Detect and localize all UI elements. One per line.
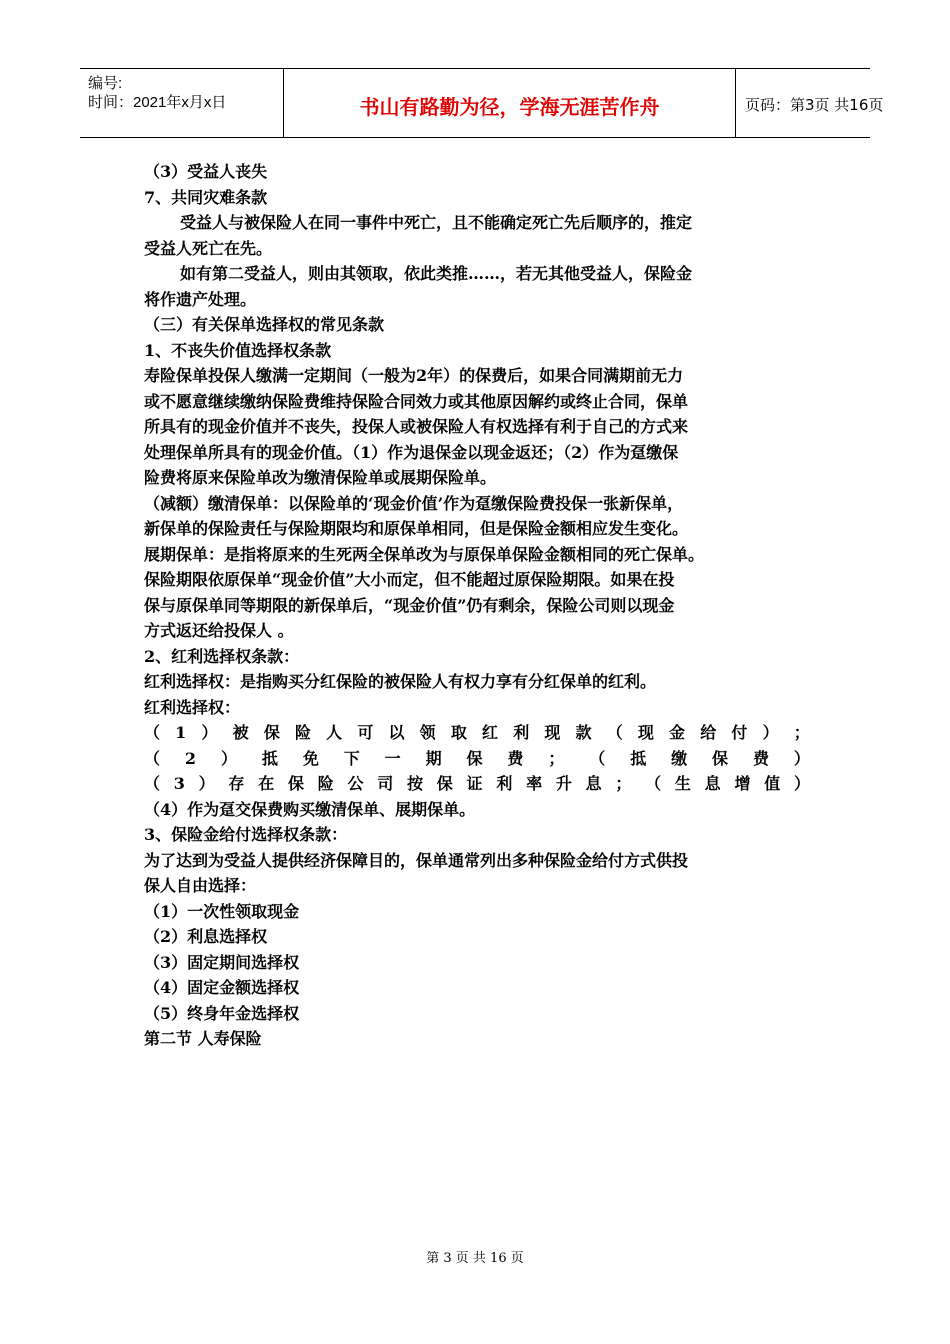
justified-char: 缴 — [671, 748, 688, 768]
justified-char: ； — [793, 723, 810, 742]
justified-char: ） — [793, 774, 810, 793]
motto-text: 书山有路勤为径，学海无涯苦作舟 — [359, 95, 660, 119]
document-body — [144, 159, 810, 1052]
body-line: 红利选择权： — [144, 697, 241, 717]
body-line: 受益人与被保险人在同一事件中死亡，且不能确定死亡先后顺序的，推定 — [180, 213, 693, 232]
justified-char: 险 — [317, 774, 334, 793]
justified-char: 以 — [388, 723, 405, 742]
justified-char: 被 — [232, 723, 249, 742]
justified-char: （ — [144, 723, 161, 742]
justified-char: 取 — [450, 723, 467, 742]
justified-char: 息 — [704, 774, 721, 793]
justified-line — [144, 720, 810, 746]
justified-char: 利 — [513, 723, 530, 742]
justified-char: 险 — [294, 723, 311, 742]
body-line: 保险期限依原保单“现金价值”大小而定，但不能超过原保险期限。如果在投 — [144, 570, 675, 589]
justified-char: （ — [645, 774, 662, 793]
justified-char: ； — [615, 774, 632, 793]
justified-char: 免 — [302, 748, 319, 768]
justified-char: 费 — [752, 748, 769, 768]
justified-char: （ — [144, 748, 161, 768]
serial-label: 编号: — [88, 75, 123, 92]
page-label: 页码：第3页 共16页 — [745, 96, 884, 114]
body-line: 如有第二受益人，则由其领取，依此类推……，若无其他受益人，保险金 — [180, 264, 693, 283]
justified-char: 人 — [326, 723, 343, 742]
justified-char: ； — [548, 748, 565, 768]
page-footer: 第 3 页 共 16 页 — [426, 1251, 524, 1266]
justified-char: 保 — [466, 748, 483, 768]
justified-char: （ — [606, 723, 623, 742]
header-info-cell — [80, 69, 284, 137]
justified-char: ） — [201, 723, 218, 742]
justified-char: 在 — [258, 774, 275, 793]
body-line: （3）受益人丧失 — [144, 162, 268, 181]
section-heading: （三）有关保单选择权的常见条款 — [144, 315, 385, 334]
justified-char: 抵 — [261, 748, 278, 768]
body-line: 保人自由选择： — [144, 876, 257, 895]
section-heading: 2、红利选择权条款： — [144, 646, 300, 666]
body-line: 受益人死亡在先。 — [144, 238, 273, 258]
justified-char: 领 — [419, 723, 436, 742]
justified-char: 生 — [674, 774, 691, 793]
body-line: 展期保单：是指将原来的生死两全保单改为与原保单保险金额相同的死亡保单。 — [144, 544, 705, 564]
list-item: （1）一次性领取现金 — [144, 901, 300, 921]
justified-char: 红 — [482, 723, 499, 742]
body-line: 或不愿意继续缴纳保险费维持保险合同效力或其他原因解约或终止合同，保单 — [144, 391, 689, 411]
section-heading: 第二节 人寿保险 — [144, 1029, 262, 1048]
body-line: 所具有的现金价值并不丧失，投保人或被保险人有权选择有利于自己的方式来 — [144, 417, 689, 436]
body-line: 寿险保单投保人缴满一定期间（一般为2年）的保费后，如果合同满期前无力 — [144, 366, 684, 385]
section-heading: 1、不丧失价值选择权条款 — [144, 340, 332, 360]
justified-char: 按 — [407, 774, 424, 793]
justified-char: 值 — [764, 774, 781, 793]
header-motto-cell — [284, 69, 736, 137]
justified-char: ） — [198, 774, 215, 793]
justified-char: 抵 — [630, 748, 647, 768]
list-item: （5）终身年金选择权 — [144, 1003, 300, 1023]
justified-char: 费 — [507, 748, 524, 768]
justified-char: 升 — [555, 774, 572, 793]
justified-char: 保 — [436, 774, 453, 793]
justified-char: 息 — [585, 774, 602, 793]
justified-line — [144, 771, 810, 797]
body-line: 方式返还给投保人 。 — [144, 621, 294, 640]
body-line: 新保单的保险责任与保险期限均和原保单相同，但是保险金额相应发生变化。 — [144, 519, 689, 538]
justified-char: （ — [144, 774, 161, 793]
justified-char: 利 — [496, 774, 513, 793]
body-line: 为了达到为受益人提供经济保障目的，保单通常列出多种保险金给付方式供投 — [144, 850, 689, 870]
section-heading: 3、保险金给付选择权条款： — [144, 825, 348, 844]
justified-char: 3 — [173, 774, 185, 793]
justified-char: 金 — [669, 723, 686, 742]
justified-char: 司 — [377, 774, 394, 793]
justified-char: 保 — [287, 774, 304, 793]
justified-char: 付 — [731, 723, 748, 742]
body-line: 将作遗产处理。 — [144, 289, 257, 309]
justified-char: 可 — [357, 723, 374, 742]
justified-char: 保 — [712, 748, 729, 768]
body-line: 红利选择权：是指购买分红保险的被保险人有权力享有分红保单的红利。 — [144, 672, 657, 691]
justified-char: ） — [762, 723, 779, 742]
body-line: （4）作为趸交保费购买缴清保单、展期保单。 — [144, 799, 476, 819]
time-label: 时间：2021年x月x日 — [88, 94, 227, 111]
body-line: 处理保单所具有的现金价值。（1）作为退保金以现金返还；（2）作为趸缴保 — [144, 442, 679, 462]
justified-line — [144, 746, 810, 772]
justified-char: 1 — [175, 723, 187, 742]
justified-char: 公 — [347, 774, 364, 793]
header-table — [80, 68, 884, 138]
body-line: 险费将原来保险单改为缴清保险单或展期保险单。 — [144, 468, 497, 487]
justified-char: ） — [220, 748, 237, 768]
justified-char: 存 — [228, 774, 245, 793]
section-heading: 7、共同灾难条款 — [144, 187, 268, 207]
justified-char: 期 — [425, 748, 442, 768]
list-item: （3）固定期间选择权 — [144, 952, 300, 972]
justified-char: （ — [589, 748, 606, 768]
justified-char: 增 — [734, 774, 751, 793]
body-line: （减额）缴清保单：以保险单的‘现金价值’作为趸缴保险费投保一张新保单， — [144, 493, 684, 513]
justified-char: ） — [793, 748, 810, 768]
justified-char: 2 — [184, 748, 197, 768]
justified-char: 给 — [700, 723, 717, 742]
justified-char: 下 — [343, 748, 360, 768]
justified-char: 现 — [637, 723, 654, 742]
justified-char: 保 — [263, 723, 280, 742]
justified-char: 率 — [526, 774, 543, 793]
justified-char: 款 — [575, 723, 592, 742]
justified-char: 一 — [384, 748, 401, 768]
body-line: 保与原保单同等期限的新保单后，“现金价值”仍有剩余，保险公司则以现金 — [144, 595, 675, 615]
list-item: （4）固定金额选择权 — [144, 978, 300, 997]
header-page-cell — [736, 69, 884, 137]
justified-char: 证 — [466, 774, 483, 793]
justified-char: 现 — [544, 723, 561, 742]
list-item: （2）利息选择权 — [144, 927, 268, 946]
